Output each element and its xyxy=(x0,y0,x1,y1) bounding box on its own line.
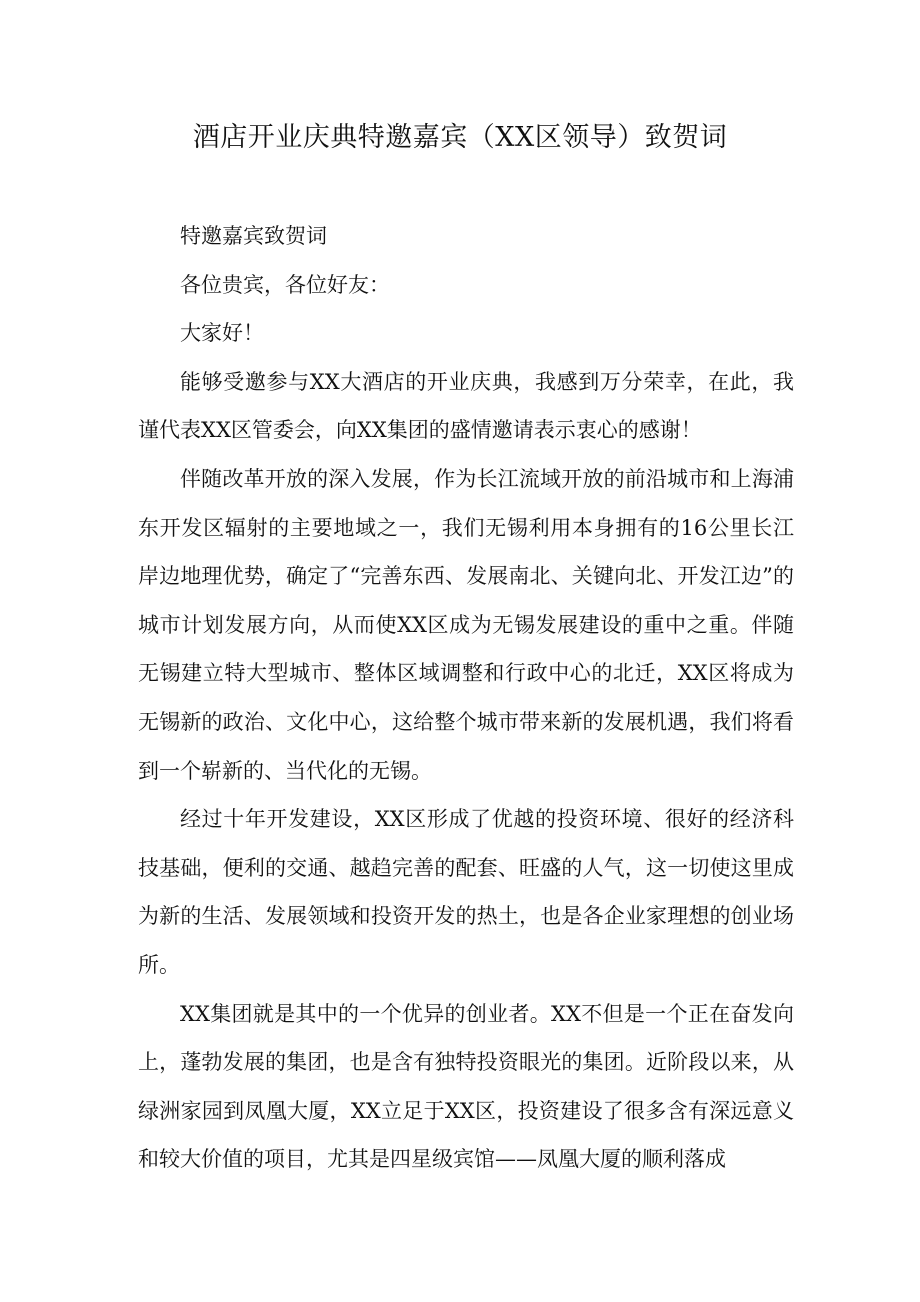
paragraph-greeting: 大家好！ xyxy=(180,321,264,346)
paragraph-heading: 特邀嘉宾致贺词 xyxy=(180,224,327,248)
document-title: 酒店开业庆典特邀嘉宾（XX区领导）致贺词 xyxy=(192,122,728,153)
paragraph: 伴随改革开放的深入发展，作为长江流域开放的前沿城市和上海浦东开发区辐射的主要地域之一，我们无锡利用本身拥有的16公里长江岸边地理优势，确定了“完善东西、发展南北、关键向北、开发江边”的城市计划发展方向，从而使XX区成为无锡发展建设的重中之重。伴随无锡建立特大型城市、整体区域调整和行政中心的北迁，XX区将成为无锡新的政治、文化中心，这给整个城市带来新的发展机遇，我们将看到一个崭新的、当代化的无锡。 xyxy=(138,466,794,783)
paragraph-salutation: 各位贵宾，各位好友： xyxy=(180,272,390,297)
paragraph: 经过十年开发建设，XX区形成了优越的投资环境、很好的经济科技基础，便利的交通、越趋完善的配套、旺盛的人气，这一切使这里成为新的生活、发展领域和投资开发的热土，也是各企业家理想的创业场所。 xyxy=(138,807,794,977)
paragraph: 能够受邀参与XX大酒店的开业庆典，我感到万分荣幸，在此，我谨代表XX区管委会，向XX集团的盛情邀请表示衷心的感谢！ xyxy=(138,369,794,443)
paragraph: XX集团就是其中的一个优异的创业者。XX不但是一个正在奋发向上，蓬勃发展的集团，也是含有独特投资眼光的集团。近阶段以来，从绿洲家园到凤凰大厦，XX立足于XX区，投资建设了很多含有深远意义和较大价值的项目，尤其是四星级宾馆——凤凰大厦的顺利落成 xyxy=(138,1001,794,1172)
document-body xyxy=(138,212,794,1184)
